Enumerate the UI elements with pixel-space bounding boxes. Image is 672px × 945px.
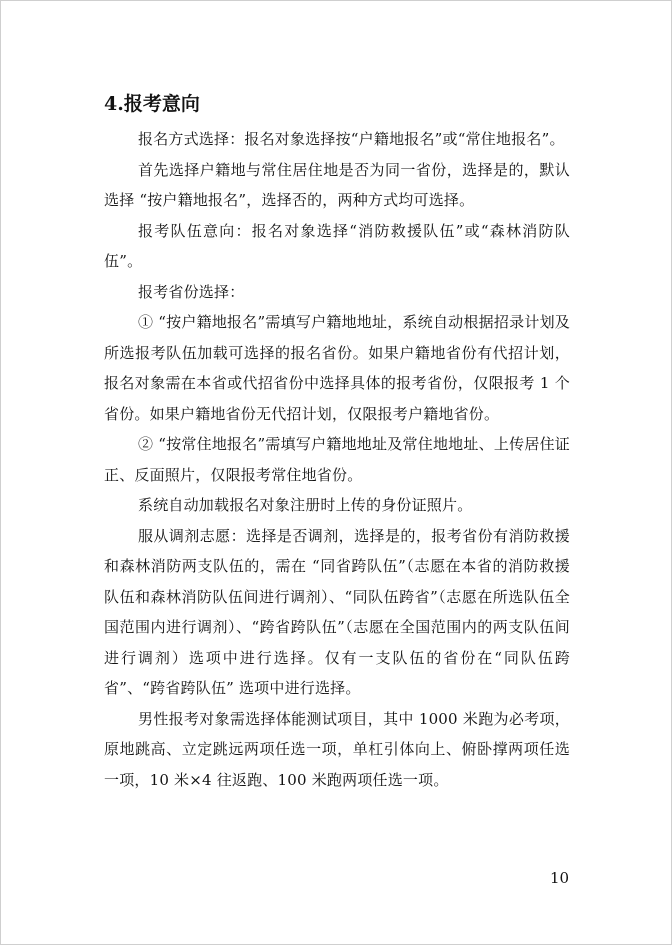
paragraph-registration-default: 首先选择户籍地与常住居住地是否为同一省份，选择是的，默认选择 “按户籍地报名”，选择否的，两种方式均可选择。	[104, 160, 570, 209]
document-body	[104, 124, 570, 795]
paragraph-fitness-test: 男性报考对象需选择体能测试项目，其中 1000 米跑为必考项，原地跳高、立定跳远两项任选一项，单杠引体向上、俯卧撑两项任选一项，10 米×4 往返跑、100 米跑两项任选一项。	[104, 709, 570, 789]
paragraph-id-photo: 系统自动加载报名对象注册时上传的身份证照片。	[138, 496, 473, 514]
paragraph-registration-method: 报名方式选择：报名对象选择按“户籍地报名”或“常住地报名”。	[138, 130, 565, 148]
paragraph-team-intention: 报考队伍意向：报名对象选择“消防救援队伍”或“森林消防队伍”。	[104, 221, 570, 270]
paragraph-adjustment: 服从调剂志愿：选择是否调剂，选择是的，报考省份有消防救援和森林消防两支队伍的，需在 “同省跨队伍”（志愿在本省的消防救援队伍和森林消防队伍间进行调剂）、“同队伍跨省”（志愿在所选队伍全国范围内进行调剂）、“跨省跨队伍”（志愿在全国范围内的两支队伍间进行调剂）选项中进行选择。仅有一支队伍的省份在“同队伍跨省”、“跨省跨队伍” 选项中进行选择。	[104, 526, 570, 697]
paragraph-residence-registration: ② “按常住地报名”需填写户籍地地址及常住地地址、上传居住证正、反面照片，仅限报考常住地省份。	[104, 435, 570, 484]
paragraph-province-selection: 报考省份选择：	[138, 282, 245, 301]
paragraph-household-registration: ① “按户籍地报名”需填写户籍地地址，系统自动根据招录计划及所选报考队伍加载可选择的报名省份。如果户籍地省份有代招计划，报名对象需在本省或代招省份中选择具体的报考省份，仅限报考 1 个省份。如果户籍地省份无代招计划，仅限报考户籍地省份。	[104, 313, 570, 423]
section-heading: 4.报考意向	[104, 93, 200, 115]
page-number: 10	[550, 869, 570, 887]
